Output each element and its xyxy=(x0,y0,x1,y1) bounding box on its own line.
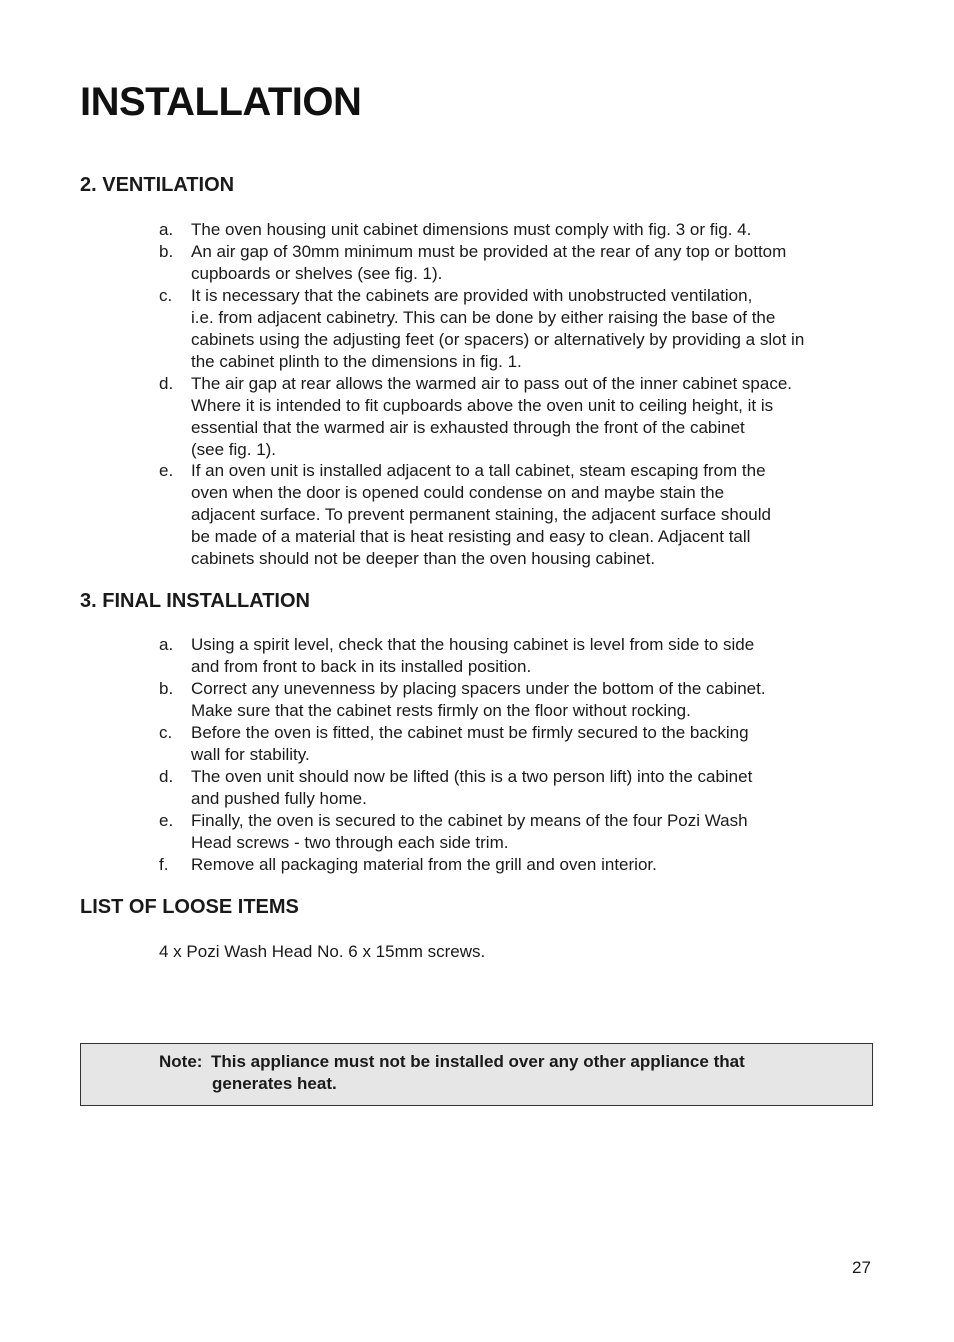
list-marker: b. xyxy=(159,241,174,261)
list-item-text: The oven unit should now be lifted (this is a two person lift) into the cabinet and pushed fully home. xyxy=(191,766,753,808)
list-item-text: Finally, the oven is secured to the cabinet by means of the four Pozi Wash Head screws - two through each side trim. xyxy=(191,810,748,852)
list-item xyxy=(159,219,879,241)
list-marker: c. xyxy=(159,722,173,742)
list-item-text: If an oven unit is installed adjacent to a tall cabinet, steam escaping from the oven when the door is opened could condense on and maybe stain the adjacent surface. To prevent permanent staining, the adjacent surface should be made of a material that is heat resisting and easy to clean. Adjacent tall cabinets should not be deeper than the oven housing cabinet. xyxy=(191,461,771,569)
list-item xyxy=(159,634,879,678)
list-item-text: An air gap of 30mm minimum must be provided at the rear of any top or bottom cupboards or shelves (see fig. 1). xyxy=(191,241,787,283)
note-box xyxy=(80,1043,873,1106)
list-marker: f. xyxy=(159,854,169,874)
list-item xyxy=(159,722,879,766)
list-item xyxy=(159,854,879,876)
list-item-text: Correct any unevenness by placing spacers under the bottom of the cabinet. Make sure that the cabinet rests firmly on the floor without rocking. xyxy=(191,678,766,720)
note-text: This appliance must not be installed over any other appliance that generates heat. xyxy=(211,1052,745,1093)
list-item xyxy=(159,285,879,373)
ventilation-heading: 2. VENTILATION xyxy=(80,174,235,196)
list-marker: e. xyxy=(159,810,174,830)
loose-items-text: 4 x Pozi Wash Head No. 6 x 15mm screws. xyxy=(159,942,486,961)
list-item xyxy=(159,241,879,285)
ventilation-list xyxy=(159,219,879,570)
list-item-text: Remove all packaging material from the grill and oven interior. xyxy=(191,854,657,874)
list-marker: d. xyxy=(159,373,174,393)
list-marker: a. xyxy=(159,635,174,654)
list-item-text: The air gap at rear allows the warmed air to pass out of the inner cabinet space. Where it is intended to fit cupboards above the oven unit to ceiling height, it is essential that the warmed air is exhausted through the front of the cabinet (see fig. 1). xyxy=(191,373,792,459)
list-item-text: It is necessary that the cabinets are provided with unobstructed ventilation, i.e. from adjacent cabinetry. This can be done by either raising the base of the cabinets using the adjusting feet (or spacers) or alternatively by providing a slot in the cabinet plinth to the dimensions in fig. 1. xyxy=(191,285,805,371)
list-marker: c. xyxy=(159,285,173,305)
list-marker: b. xyxy=(159,678,174,698)
final-installation-heading: 3. FINAL INSTALLATION xyxy=(80,590,310,612)
list-item xyxy=(159,678,879,722)
note-label: Note: xyxy=(159,1052,203,1071)
list-marker: d. xyxy=(159,766,174,786)
page-title: INSTALLATION xyxy=(80,80,362,124)
loose-items-heading: LIST OF LOOSE ITEMS xyxy=(80,896,299,918)
list-item-text: Using a spirit level, check that the housing cabinet is level from side to side and from front to back in its installed position. xyxy=(191,635,755,676)
list-marker: a. xyxy=(159,220,174,239)
list-item xyxy=(159,373,879,461)
list-item xyxy=(159,460,879,570)
final-installation-list xyxy=(159,634,879,875)
list-marker: e. xyxy=(159,461,174,481)
list-item-text: The oven housing unit cabinet dimensions must comply with fig. 3 or fig. 4. xyxy=(191,220,752,239)
list-item xyxy=(159,810,879,854)
list-item xyxy=(159,766,879,810)
page-number: 27 xyxy=(852,1258,871,1277)
list-item-text: Before the oven is fitted, the cabinet must be firmly secured to the backing wall for stability. xyxy=(191,722,749,764)
